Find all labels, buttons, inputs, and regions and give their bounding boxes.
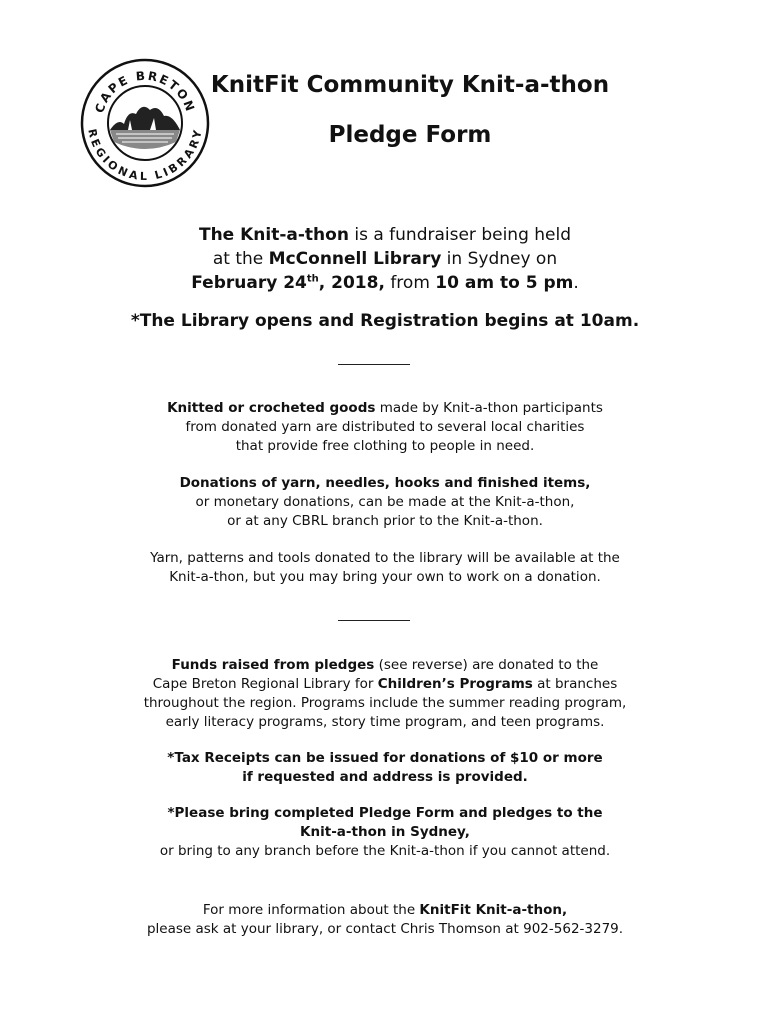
- svg-text:REGIONAL LIBRARY: REGIONAL LIBRARY: [85, 127, 205, 184]
- yarn-paragraph: Yarn, patterns and tools donated to the library will be available at the Knit-a-thon, but you may bring your own to work on a donation.: [150, 550, 620, 585]
- page-subtitle: Pledge Form: [328, 122, 492, 148]
- bring-form-note: *Please bring completed Pledge Form and pledges to the Knit-a-thon in Sydney, or bring to any branch before the Knit-a-thon if you cannot attend.: [159, 805, 611, 859]
- svg-text:CAPE BRETON: CAPE BRETON: [92, 68, 198, 115]
- tax-receipt-note: *Tax Receipts can be issued for donations of $10 or more if requested and address is provided.: [167, 750, 603, 785]
- divider: [338, 364, 410, 365]
- goods-paragraph: Knitted or crocheted goods made by Knit-a-thon participants from donated yarn are distributed to several local charities that provide free clothing to people in need.: [167, 400, 603, 454]
- registration-note: *The Library opens and Registration begins at 10am.: [130, 311, 640, 331]
- intro-paragraph: The Knit-a-thon is a fundraiser being held at the McConnell Library in Sydney on February 24th, 2018, from 10 am to 5 pm.: [191, 225, 579, 293]
- funds-paragraph: Funds raised from pledges (see reverse) are donated to the Cape Breton Regional Library for Children’s Programs at branches throughout the region. Programs include the summer reading program, early literacy programs, story time program, and teen programs.: [143, 657, 627, 730]
- donations-paragraph: Donations of yarn, needles, hooks and finished items, or monetary donations, can be made at the Knit-a-thon, or at any CBRL branch prior to the Knit-a-thon.: [179, 475, 591, 529]
- library-seal-icon: [80, 58, 210, 188]
- divider: [338, 620, 410, 621]
- contact-paragraph: For more information about the KnitFit Knit-a-thon, please ask at your library, or contact Chris Thomson at 902-562-3279.: [146, 902, 624, 937]
- page-title: KnitFit Community Knit-a-thon: [210, 72, 610, 98]
